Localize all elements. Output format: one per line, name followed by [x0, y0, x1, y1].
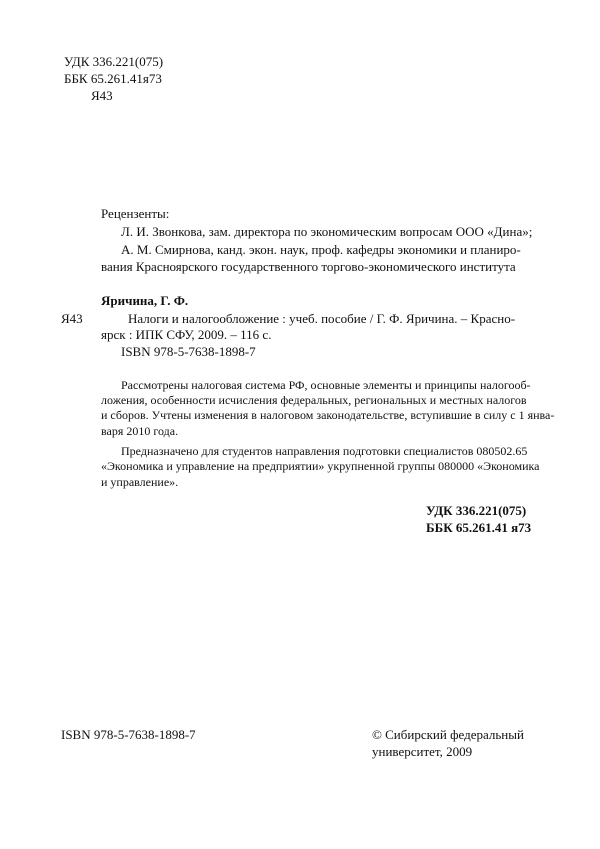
copyright-line2: университет, 2009	[372, 744, 473, 759]
abstract-p1-line1: Рассмотрены налоговая система РФ, основные элементы и принципы налогооб-	[121, 378, 531, 392]
abstract-p2-line3: и управление».	[101, 475, 179, 489]
abstract-p1-line3: и сборов. Учтены изменения в налоговом законодательстве, вступившие в силу с 1 янва-	[101, 408, 555, 422]
classification-bbk: ББК 65.261.41 я73	[426, 520, 532, 535]
footer-isbn: ISBN 978-5-7638-1898-7	[61, 727, 196, 742]
reviewer-2-cont: вания Красноярского государственного торгово-экономического института	[101, 259, 516, 274]
reviewers-title: Рецензенты:	[101, 206, 170, 221]
record-title-line2: ярск : ИПК СФУ, 2009. – 116 с.	[101, 327, 272, 342]
bbk-code: ББК 65.261.41я73	[64, 71, 162, 86]
abstract-p2-line1: Предназначено для студентов направления подготовки специалистов 080502.65	[121, 444, 528, 458]
author-mark: Я43	[91, 88, 113, 103]
reviewer-1: Л. И. Звонкова, зам. директора по экономическим вопросам ООО «Дина»;	[121, 224, 533, 239]
reviewer-2: А. М. Смирнова, канд. экон. наук, проф. кафедры экономики и планиро-	[121, 242, 521, 257]
udk-code: УДК 336.221(075)	[64, 54, 164, 69]
record-title-line1: Налоги и налогообложение : учеб. пособие / Г. Ф. Яричина. – Красно-	[128, 311, 516, 326]
abstract-p2-line2: «Экономика и управление на предприятии» укрупненной группы 080000 «Экономика	[101, 459, 540, 473]
record-mark: Я43	[61, 311, 83, 326]
abstract-p1-line2: ложения, особенности исчисления федеральных, региональных и местных налогов	[101, 393, 527, 407]
classification-udk: УДК 336.221(075)	[426, 503, 527, 518]
record-author: Яричина, Г. Ф.	[101, 293, 189, 308]
record-isbn: ISBN 978-5-7638-1898-7	[121, 344, 256, 359]
copyright-line1: © Сибирский федеральный	[372, 727, 524, 742]
abstract-p1-line4: варя 2010 года.	[101, 424, 179, 438]
